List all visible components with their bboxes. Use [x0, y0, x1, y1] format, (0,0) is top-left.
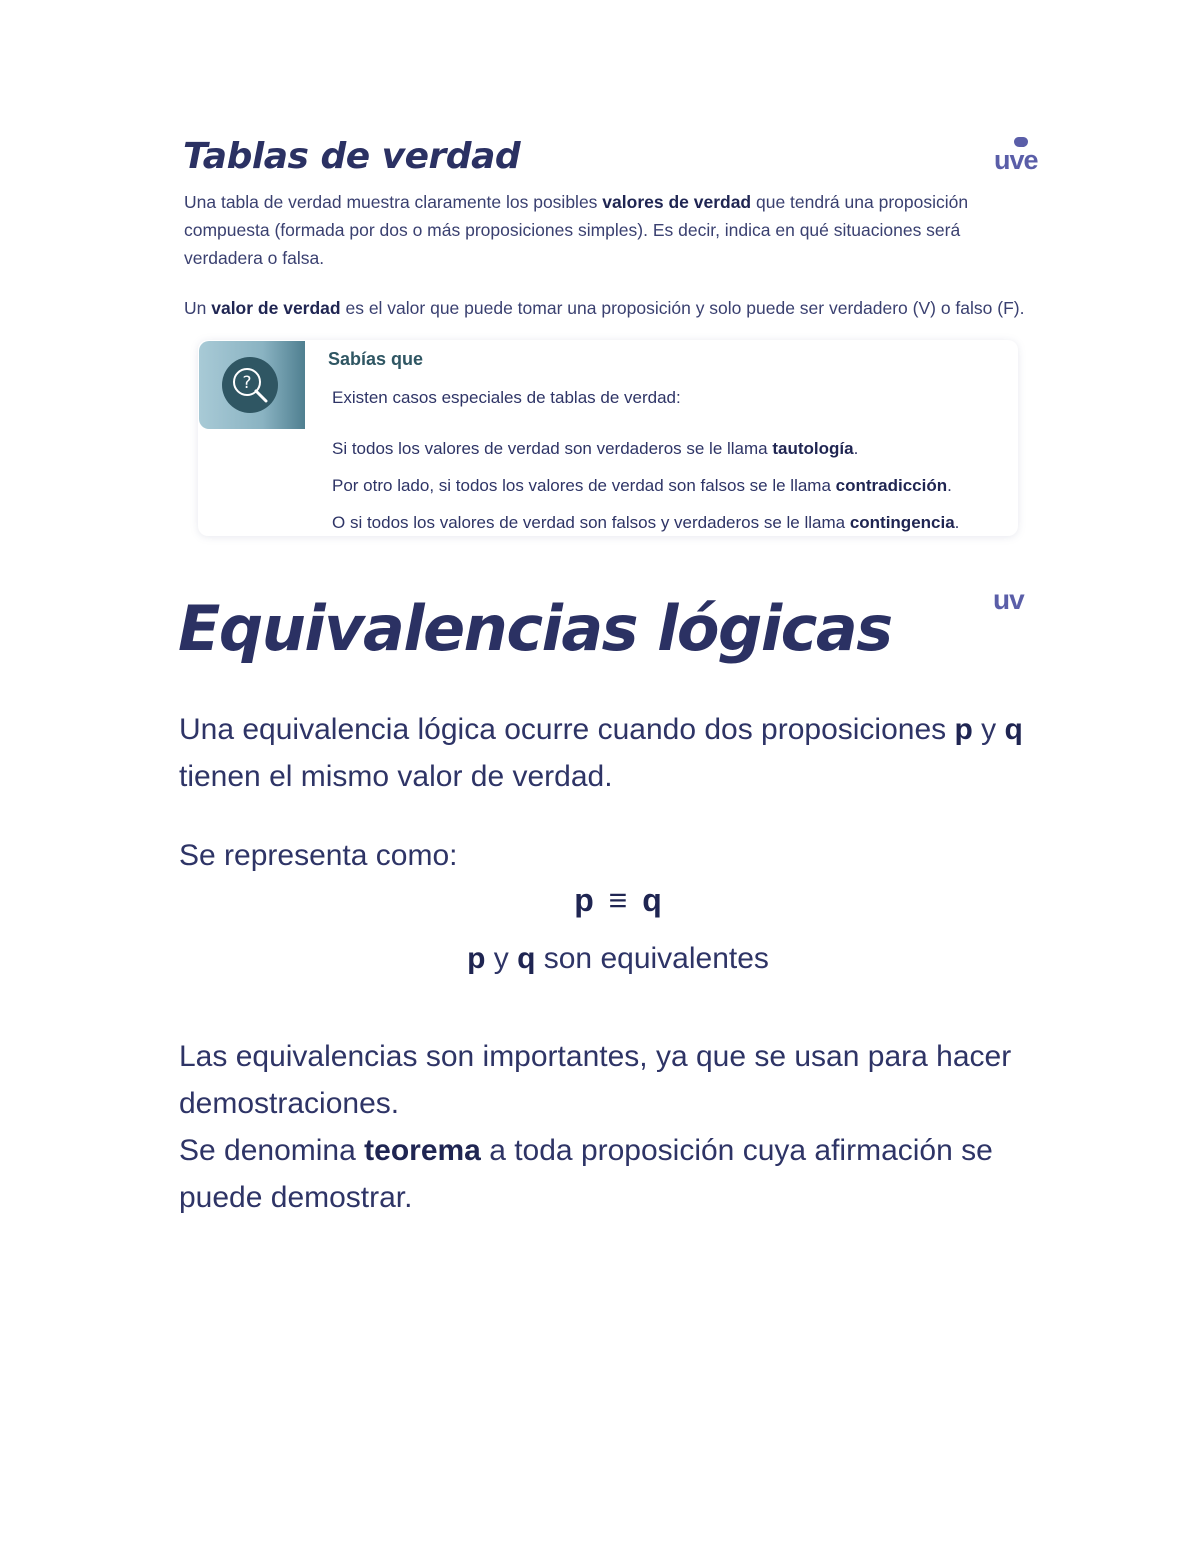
uve-logo	[994, 137, 1038, 177]
bold-term: valores de verdad	[602, 192, 752, 212]
callout-item-tautology	[332, 439, 858, 459]
text: a toda proposición cuya afirmación se	[480, 1134, 993, 1167]
variable-p: p	[954, 713, 973, 746]
text: puede demostrar.	[179, 1181, 413, 1214]
text: demostraciones.	[179, 1087, 400, 1120]
callout-item-contingency	[332, 513, 959, 533]
svg-text:?: ?	[242, 373, 252, 393]
logo-text: uve	[994, 145, 1038, 175]
variable-p: p	[574, 882, 594, 918]
text: Si todos los valores de verdad son verdaderos se le llama	[332, 439, 773, 458]
did-you-know-callout	[198, 340, 1018, 536]
text: Un	[184, 298, 212, 318]
text: O si todos los valores de verdad son falsos y verdaderos se le llama	[332, 513, 850, 532]
section-title-tablas: Tablas de verdad	[183, 136, 521, 177]
text: .	[853, 439, 859, 458]
theorem-paragraph	[179, 1033, 1039, 1221]
section-title-equivalencias: Equivalencias lógicas	[178, 592, 892, 665]
text: .	[947, 476, 952, 495]
text: Una equivalencia lógica ocurre cuando dos proposiciones	[179, 713, 955, 746]
text: .	[954, 513, 960, 532]
truth-value-paragraph	[184, 294, 1084, 322]
bold-term: contradicción	[835, 476, 948, 495]
text: Por otro lado, si todos los valores de verdad son falsos se le llama	[332, 476, 836, 495]
bold-term: contingencia	[849, 513, 955, 532]
equivalence-operator: ≡	[608, 882, 628, 918]
uv-logo: uv	[993, 584, 1024, 615]
text: Se denomina	[179, 1134, 365, 1167]
variable-q: q	[642, 882, 662, 918]
text: Una tabla de verdad muestra claramente los posibles	[184, 192, 603, 212]
text: que tendrá una proposición	[751, 192, 969, 212]
text: tienen el mismo valor de verdad.	[179, 760, 613, 793]
equivalence-formula	[0, 882, 1200, 919]
callout-intro: Existen casos especiales de tablas de verdad:	[332, 388, 681, 407]
bold-term: teorema	[364, 1134, 481, 1167]
callout-title: Sabías que	[328, 349, 424, 369]
bold-term: valor de verdad	[211, 298, 341, 318]
represent-label: Se representa como:	[179, 839, 458, 872]
formula-caption	[0, 942, 1200, 976]
bold-term: tautología	[772, 439, 854, 458]
text: son equivalentes	[535, 942, 769, 975]
text: y	[972, 713, 1005, 746]
text: es el valor que puede tomar una proposición y solo puede ser verdadero (V) o falso (F).	[340, 298, 1025, 318]
variable-q: q	[517, 942, 536, 975]
callout-item-contradiction	[332, 476, 952, 496]
variable-p: p	[467, 942, 486, 975]
question-magnifier-icon	[222, 357, 278, 413]
text: y	[485, 942, 518, 975]
truth-table-paragraph	[184, 188, 1034, 272]
text: Las equivalencias son importantes, ya que se usan para hacer	[179, 1040, 1012, 1073]
equivalence-definition	[179, 706, 1039, 800]
text: compuesta (formada por dos o más proposiciones simples). Es decir, indica en qué situaciones será	[184, 220, 961, 240]
variable-q: q	[1004, 713, 1023, 746]
text: verdadera o falsa.	[184, 248, 325, 268]
